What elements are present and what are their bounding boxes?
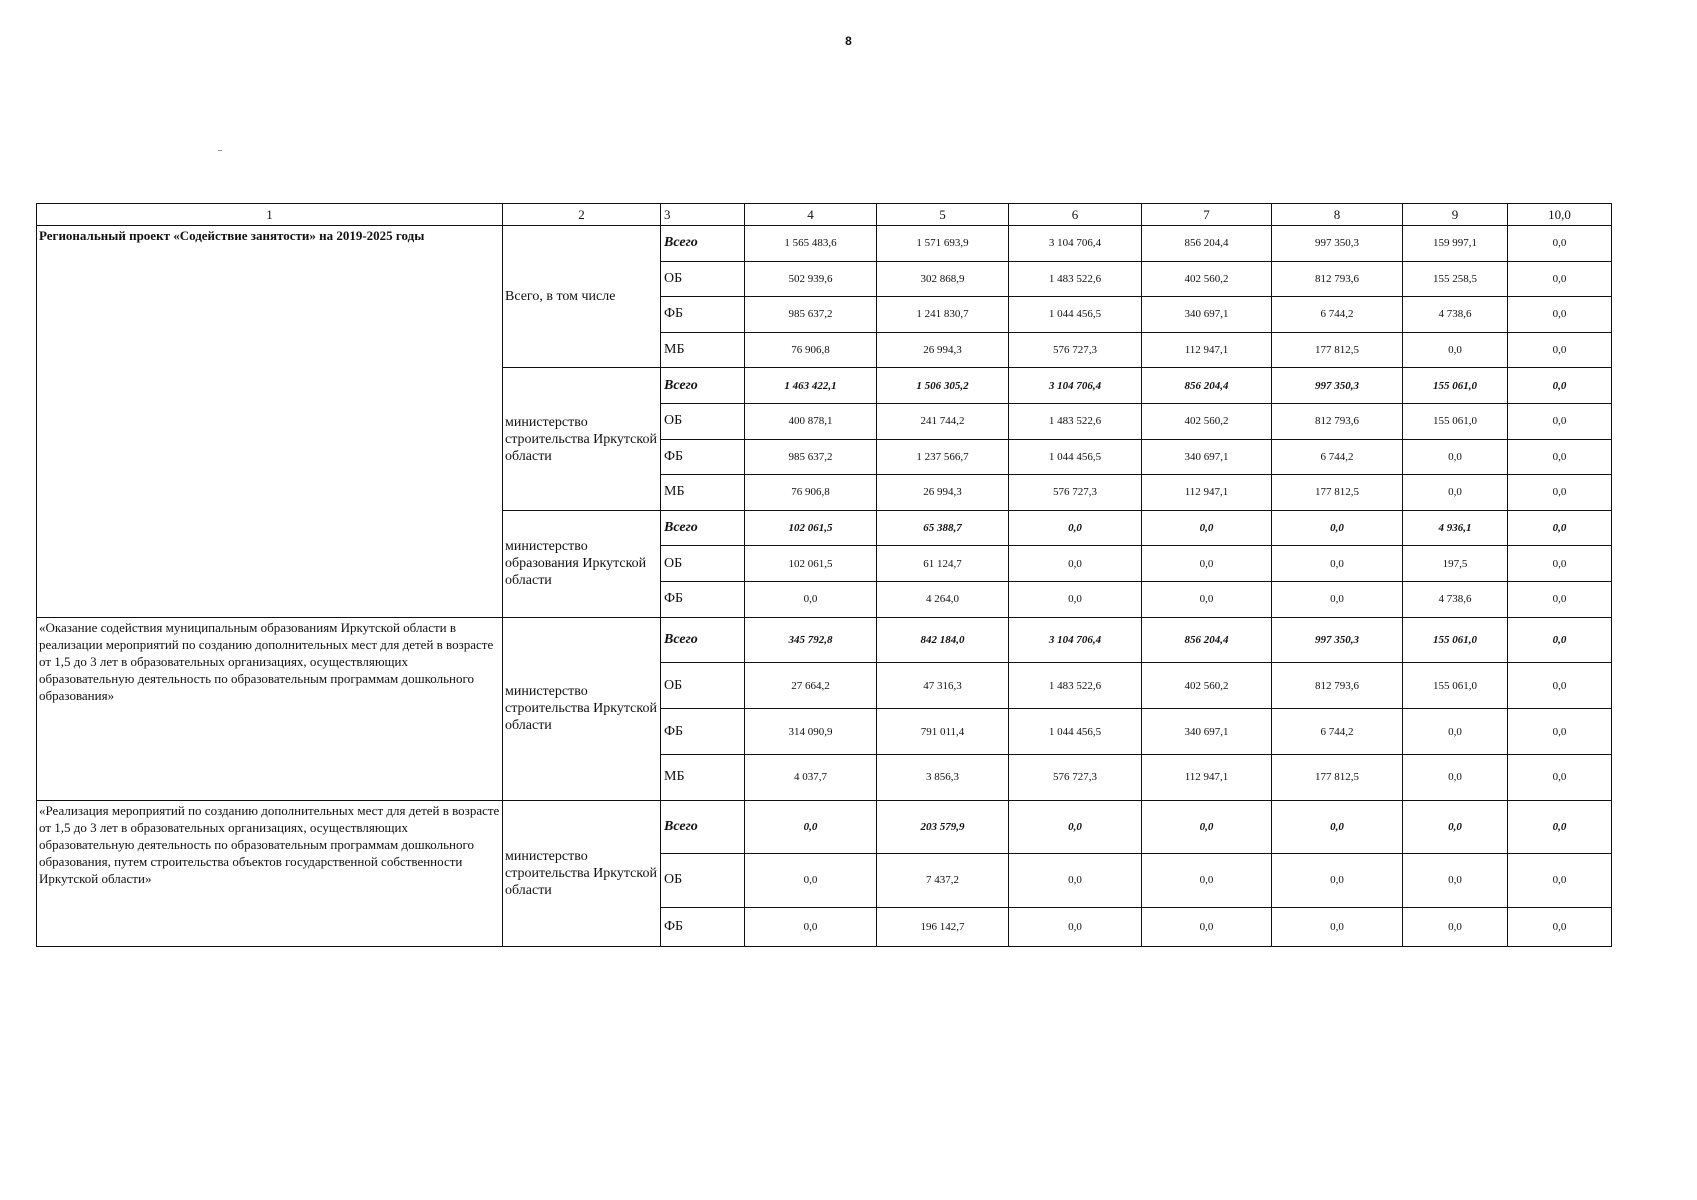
amount-cell: 155 258,5 xyxy=(1403,261,1508,297)
amount-cell: 0,0 xyxy=(745,800,877,853)
amount-cell: 997 350,3 xyxy=(1272,226,1403,262)
column-header: 5 xyxy=(877,204,1009,226)
program-name: Региональный проект «Содействие занятости» на 2019-2025 годы xyxy=(37,226,503,618)
amount-cell: 314 090,9 xyxy=(745,709,877,755)
amount-cell: 576 727,3 xyxy=(1009,754,1142,800)
amount-cell: 856 204,4 xyxy=(1142,617,1272,663)
amount-cell: 0,0 xyxy=(1508,546,1612,582)
funding-source: ФБ xyxy=(661,581,745,617)
amount-cell: 791 011,4 xyxy=(877,709,1009,755)
amount-cell: 0,0 xyxy=(1403,475,1508,511)
amount-cell: 0,0 xyxy=(1403,800,1508,853)
funding-source: ФБ xyxy=(661,439,745,475)
amount-cell: 0,0 xyxy=(1403,908,1508,947)
amount-cell: 0,0 xyxy=(1508,800,1612,853)
amount-cell: 102 061,5 xyxy=(745,546,877,582)
amount-cell: 3 104 706,4 xyxy=(1009,617,1142,663)
amount-cell: 0,0 xyxy=(1403,754,1508,800)
program-name: «Реализация мероприятий по созданию дополнительных мест для детей в возрасте от 1,5 до 3 лет в образовательных организациях, осуществляющих образовательную деятельность по образовательным программам дошкольного образования, путем строительства объектов государственной собственности Иркутской области» xyxy=(37,800,503,947)
amount-cell: 0,0 xyxy=(1272,800,1403,853)
funding-source: ОБ xyxy=(661,853,745,908)
amount-cell: 0,0 xyxy=(1508,261,1612,297)
amount-cell: 340 697,1 xyxy=(1142,439,1272,475)
column-header: 10,0 xyxy=(1508,204,1612,226)
amount-cell: 26 994,3 xyxy=(877,475,1009,511)
amount-cell: 155 061,0 xyxy=(1403,403,1508,439)
amount-cell: 4 738,6 xyxy=(1403,581,1508,617)
amount-cell: 0,0 xyxy=(1009,908,1142,947)
table-row xyxy=(37,617,1612,663)
amount-cell: 1 571 693,9 xyxy=(877,226,1009,262)
program-name: «Оказание содействия муниципальным образованиям Иркутской области в реализации мероприятий по созданию дополнительных мест для детей в возрасте от 1,5 до 3 лет в образовательных организациях, осуществляющих образовательную деятельность по образовательным программам дошкольного образования» xyxy=(37,617,503,800)
amount-cell: 0,0 xyxy=(1272,546,1403,582)
amount-cell: 196 142,7 xyxy=(877,908,1009,947)
amount-cell: 0,0 xyxy=(1403,853,1508,908)
amount-cell: 4 037,7 xyxy=(745,754,877,800)
amount-cell: 1 483 522,6 xyxy=(1009,403,1142,439)
amount-cell: 6 744,2 xyxy=(1272,439,1403,475)
funding-source: Всего xyxy=(661,368,745,404)
amount-cell: 812 793,6 xyxy=(1272,261,1403,297)
amount-cell: 155 061,0 xyxy=(1403,663,1508,709)
amount-cell: 61 124,7 xyxy=(877,546,1009,582)
amount-cell: 197,5 xyxy=(1403,546,1508,582)
amount-cell: 6 744,2 xyxy=(1272,297,1403,333)
amount-cell: 0,0 xyxy=(745,853,877,908)
amount-cell: 203 579,9 xyxy=(877,800,1009,853)
amount-cell: 0,0 xyxy=(1508,439,1612,475)
funding-source: Всего xyxy=(661,510,745,546)
amount-cell: 0,0 xyxy=(745,581,877,617)
funding-source: ОБ xyxy=(661,663,745,709)
amount-cell: 3 104 706,4 xyxy=(1009,226,1142,262)
amount-cell: 1 463 422,1 xyxy=(745,368,877,404)
funding-source: ОБ xyxy=(661,261,745,297)
amount-cell: 0,0 xyxy=(745,908,877,947)
amount-cell: 576 727,3 xyxy=(1009,332,1142,368)
amount-cell: 0,0 xyxy=(1142,546,1272,582)
funding-source: МБ xyxy=(661,332,745,368)
amount-cell: 0,0 xyxy=(1272,853,1403,908)
amount-cell: 1 565 483,6 xyxy=(745,226,877,262)
amount-cell: 0,0 xyxy=(1508,908,1612,947)
amount-cell: 102 061,5 xyxy=(745,510,877,546)
amount-cell: 4 936,1 xyxy=(1403,510,1508,546)
amount-cell: 0,0 xyxy=(1508,226,1612,262)
amount-cell: 177 812,5 xyxy=(1272,475,1403,511)
funding-source: МБ xyxy=(661,754,745,800)
amount-cell: 812 793,6 xyxy=(1272,403,1403,439)
amount-cell: 1 483 522,6 xyxy=(1009,663,1142,709)
amount-cell: 4 738,6 xyxy=(1403,297,1508,333)
amount-cell: 402 560,2 xyxy=(1142,403,1272,439)
amount-cell: 0,0 xyxy=(1272,510,1403,546)
funding-source: Всего xyxy=(661,617,745,663)
amount-cell: 1 044 456,5 xyxy=(1009,709,1142,755)
amount-cell: 0,0 xyxy=(1142,581,1272,617)
amount-cell: 997 350,3 xyxy=(1272,368,1403,404)
amount-cell: 856 204,4 xyxy=(1142,226,1272,262)
header-row xyxy=(37,204,1612,226)
amount-cell: 6 744,2 xyxy=(1272,709,1403,755)
funding-source: ФБ xyxy=(661,709,745,755)
amount-cell: 402 560,2 xyxy=(1142,663,1272,709)
page-number: 8 xyxy=(845,34,852,48)
amount-cell: 0,0 xyxy=(1508,663,1612,709)
amount-cell: 0,0 xyxy=(1142,853,1272,908)
amount-cell: 155 061,0 xyxy=(1403,368,1508,404)
amount-cell: 177 812,5 xyxy=(1272,754,1403,800)
column-header: 2 xyxy=(503,204,661,226)
amount-cell: 400 878,1 xyxy=(745,403,877,439)
funding-source: МБ xyxy=(661,475,745,511)
amount-cell: 1 483 522,6 xyxy=(1009,261,1142,297)
table-row xyxy=(37,800,1612,853)
amount-cell: 1 506 305,2 xyxy=(877,368,1009,404)
column-header: 3 xyxy=(661,204,745,226)
amount-cell: 302 868,9 xyxy=(877,261,1009,297)
amount-cell: 340 697,1 xyxy=(1142,297,1272,333)
amount-cell: 4 264,0 xyxy=(877,581,1009,617)
funding-source: ОБ xyxy=(661,546,745,582)
amount-cell: 340 697,1 xyxy=(1142,709,1272,755)
executor-name: министерство строительства Иркутской области xyxy=(503,617,661,800)
column-header: 9 xyxy=(1403,204,1508,226)
amount-cell: 0,0 xyxy=(1508,853,1612,908)
column-header: 8 xyxy=(1272,204,1403,226)
amount-cell: 0,0 xyxy=(1508,617,1612,663)
amount-cell: 65 388,7 xyxy=(877,510,1009,546)
amount-cell: 3 104 706,4 xyxy=(1009,368,1142,404)
amount-cell: 47 316,3 xyxy=(877,663,1009,709)
amount-cell: 0,0 xyxy=(1142,908,1272,947)
amount-cell: 0,0 xyxy=(1508,297,1612,333)
amount-cell: 0,0 xyxy=(1403,439,1508,475)
column-header: 7 xyxy=(1142,204,1272,226)
amount-cell: 1 044 456,5 xyxy=(1009,297,1142,333)
amount-cell: 502 939,6 xyxy=(745,261,877,297)
amount-cell: 26 994,3 xyxy=(877,332,1009,368)
amount-cell: 177 812,5 xyxy=(1272,332,1403,368)
executor-name: Всего, в том числе xyxy=(503,226,661,368)
amount-cell: 3 856,3 xyxy=(877,754,1009,800)
amount-cell: 1 044 456,5 xyxy=(1009,439,1142,475)
amount-cell: 1 237 566,7 xyxy=(877,439,1009,475)
funding-source: Всего xyxy=(661,226,745,262)
amount-cell: 76 906,8 xyxy=(745,475,877,511)
amount-cell: 0,0 xyxy=(1508,332,1612,368)
amount-cell: 0,0 xyxy=(1508,754,1612,800)
amount-cell: 0,0 xyxy=(1009,546,1142,582)
amount-cell: 27 664,2 xyxy=(745,663,877,709)
amount-cell: 7 437,2 xyxy=(877,853,1009,908)
funding-source: ФБ xyxy=(661,297,745,333)
amount-cell: 0,0 xyxy=(1272,908,1403,947)
budget-table xyxy=(36,203,1612,947)
amount-cell: 155 061,0 xyxy=(1403,617,1508,663)
amount-cell: 812 793,6 xyxy=(1272,663,1403,709)
amount-cell: 0,0 xyxy=(1508,475,1612,511)
executor-name: министерство строительства Иркутской области xyxy=(503,368,661,510)
amount-cell: 842 184,0 xyxy=(877,617,1009,663)
funding-source: ОБ xyxy=(661,403,745,439)
amount-cell: 0,0 xyxy=(1508,510,1612,546)
amount-cell: 0,0 xyxy=(1009,853,1142,908)
funding-source: Всего xyxy=(661,800,745,853)
amount-cell: 0,0 xyxy=(1403,332,1508,368)
column-header: 4 xyxy=(745,204,877,226)
table-row xyxy=(37,226,1612,262)
amount-cell: 345 792,8 xyxy=(745,617,877,663)
amount-cell: 856 204,4 xyxy=(1142,368,1272,404)
amount-cell: 0,0 xyxy=(1142,800,1272,853)
executor-name: министерство образования Иркутской области xyxy=(503,510,661,617)
amount-cell: 0,0 xyxy=(1272,581,1403,617)
column-header: 6 xyxy=(1009,204,1142,226)
column-header: 1 xyxy=(37,204,503,226)
amount-cell: 112 947,1 xyxy=(1142,332,1272,368)
amount-cell: 0,0 xyxy=(1142,510,1272,546)
amount-cell: 576 727,3 xyxy=(1009,475,1142,511)
amount-cell: 985 637,2 xyxy=(745,297,877,333)
amount-cell: 0,0 xyxy=(1009,510,1142,546)
amount-cell: 112 947,1 xyxy=(1142,754,1272,800)
amount-cell: 1 241 830,7 xyxy=(877,297,1009,333)
amount-cell: 985 637,2 xyxy=(745,439,877,475)
amount-cell: 76 906,8 xyxy=(745,332,877,368)
amount-cell: 159 997,1 xyxy=(1403,226,1508,262)
amount-cell: 0,0 xyxy=(1508,581,1612,617)
executor-name: министерство строительства Иркутской области xyxy=(503,800,661,947)
amount-cell: 0,0 xyxy=(1403,709,1508,755)
amount-cell: 0,0 xyxy=(1009,800,1142,853)
amount-cell: 241 744,2 xyxy=(877,403,1009,439)
scan-mark xyxy=(218,150,222,151)
amount-cell: 0,0 xyxy=(1508,368,1612,404)
amount-cell: 112 947,1 xyxy=(1142,475,1272,511)
funding-source: ФБ xyxy=(661,908,745,947)
amount-cell: 0,0 xyxy=(1009,581,1142,617)
amount-cell: 997 350,3 xyxy=(1272,617,1403,663)
amount-cell: 0,0 xyxy=(1508,403,1612,439)
amount-cell: 0,0 xyxy=(1508,709,1612,755)
amount-cell: 402 560,2 xyxy=(1142,261,1272,297)
